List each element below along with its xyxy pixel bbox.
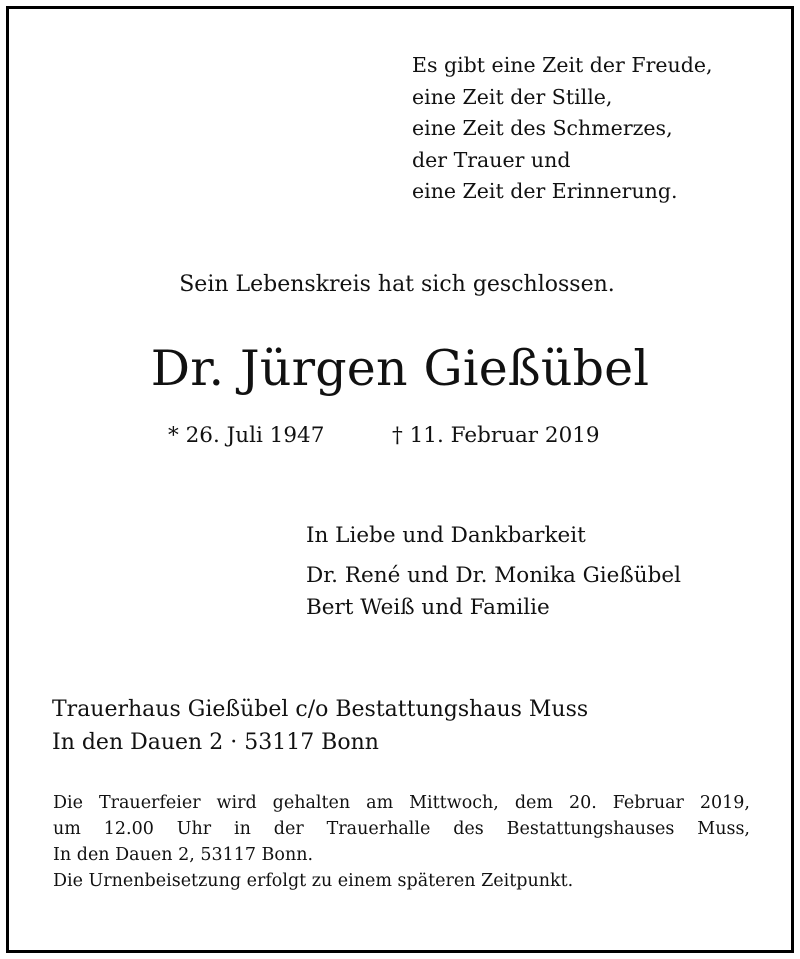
poem-line: eine Zeit des Schmerzes, [412, 116, 673, 140]
mourning-house-address [52, 693, 588, 759]
poem [412, 50, 712, 208]
address-line: Trauerhaus Gießübel c/o Bestattungshaus Muss [52, 697, 589, 722]
address-line: In den Dauen 2 · 53117 Bonn [52, 730, 379, 755]
poem-line: Es gibt eine Zeit der Freude, [412, 53, 713, 77]
birth-date: * 26. Juli 1947 [168, 423, 325, 448]
mourners-intro: In Liebe und Dankbarkeit [306, 523, 586, 548]
funeral-line: In den Dauen 2, 53117 Bonn. [53, 845, 314, 865]
funeral-line: Die Trauerfeier wird gehalten am Mittwoch, dem 20. Februar 2019, [53, 793, 750, 813]
funeral-details [53, 790, 750, 894]
funeral-line: um 12.00 Uhr in der Trauerhalle des Bestattungshauses Muss, [53, 819, 750, 839]
death-date: † 11. Februar 2019 [392, 423, 600, 448]
poem-line: der Trauer und [412, 147, 571, 172]
poem-line: eine Zeit der Erinnerung. [412, 179, 678, 203]
deceased-name: Dr. Jürgen Gießübel [150, 340, 650, 397]
poem-line: eine Zeit der Stille, [412, 84, 613, 109]
motto: Sein Lebenskreis hat sich geschlossen. [179, 272, 615, 297]
funeral-line: Die Urnenbeisetzung erfolgt zu einem späteren Zeitpunkt. [53, 871, 574, 891]
mourner-name: Bert Weiß und Familie [306, 595, 550, 620]
mourner-name: Dr. René und Dr. Monika Gießübel [306, 563, 681, 588]
mourners [306, 520, 681, 624]
